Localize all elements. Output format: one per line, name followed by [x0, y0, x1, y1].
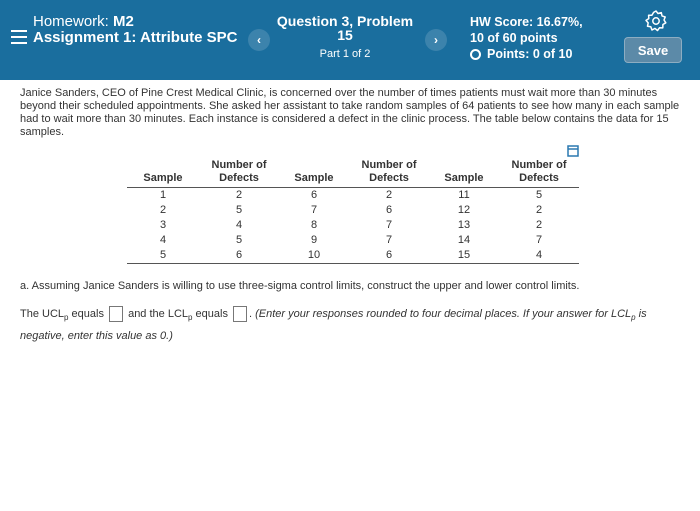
table-cell: 3 [159, 219, 167, 231]
table-cell: 5 [235, 234, 243, 246]
table-cell: 1 [159, 189, 167, 201]
table-cell: 4 [499, 248, 579, 264]
points-of-total: 10 of 60 points [470, 31, 558, 45]
lcl-label: and the LCL [125, 308, 189, 320]
table-cell: 11 [458, 189, 470, 201]
table-cell: 2 [159, 204, 167, 216]
table-row [127, 218, 579, 233]
table-cell: 8 [310, 219, 318, 231]
table-cell: 5 [127, 248, 199, 264]
table-cell: 9 [310, 234, 318, 246]
problem-text: Janice Sanders, CEO of Pine Crest Medical Clinic, is concerned over the number of times patients must wait more than 30 minutes beyond their scheduled appointments. She asked her assistant to take random samples of 64 patients to see how many in each sample had to wait more than 30 minutes. Each instance is considered a defect in the clinic process. The table below contains the data for 15 samples. [20, 87, 680, 138]
table-row [127, 188, 579, 204]
table-cell: 15 [429, 248, 499, 264]
score-info [470, 14, 620, 62]
assignment-name: Assignment 1: Attribute SPC [33, 29, 238, 46]
hamburger-icon[interactable] [11, 30, 27, 44]
circle-outline-icon [470, 49, 481, 60]
table-cell: 6 [349, 248, 429, 264]
note-text-end: is negative, enter this value as 0.) [20, 308, 647, 343]
table-cell: 12 [457, 204, 471, 216]
table-cell: 7 [385, 234, 393, 246]
ucl-subscript: p [64, 313, 69, 323]
table-cell: 5 [235, 204, 243, 216]
table-cell: 4 [159, 234, 167, 246]
table-cell: 5 [535, 189, 543, 201]
answer-line: The $UCL_p$ equals and the $LCL_p$ equals . (Enter your responses rounded to four decimal places. If your answer for $LCL_p$ is negative, enter this value as 0.) [20, 308, 647, 343]
gear-icon[interactable] [644, 9, 668, 33]
question-points [470, 46, 620, 62]
table-row [127, 203, 579, 218]
question-info [275, 14, 415, 60]
ucl-answer-input[interactable] [109, 306, 123, 322]
part-a-question: a. Assuming Janice Sanders is willing to use three-sigma control limits, construct the upper and lower control limits. [20, 280, 580, 292]
table-cell: 7 [310, 204, 318, 216]
table-cell: 6 [310, 189, 318, 201]
table-cell: 14 [457, 234, 471, 246]
question-part: Part 1 of 2 [319, 48, 371, 60]
table-cell: 7 [535, 234, 543, 246]
column-header: Number of Defects [199, 157, 279, 188]
question-title: Question 3, Problem 15 [276, 13, 414, 43]
defects-table [127, 157, 579, 264]
table-row [127, 248, 579, 264]
equals-text: equals [192, 308, 231, 320]
column-header: Number of Defects [349, 157, 429, 188]
homework-name: M2 [113, 13, 134, 30]
table-cell: 2 [535, 219, 543, 231]
table-cell: 4 [235, 219, 243, 231]
column-header: Number of Defects [499, 157, 579, 188]
points-label: Points: 0 of 10 [487, 47, 573, 61]
lcl-answer-input[interactable] [233, 306, 247, 322]
column-header: Sample [127, 157, 199, 188]
copy-table-icon[interactable] [566, 144, 580, 158]
column-header: Sample [429, 157, 499, 188]
hw-score: HW Score: 16.67%, [470, 15, 583, 29]
table-row [127, 233, 579, 248]
lcl-subscript: p [188, 313, 193, 323]
table-cell: 7 [385, 219, 393, 231]
ucl-label: The UCL [20, 308, 65, 320]
note-text: (Enter your responses rounded to four decimal places. If your answer for LCL [255, 308, 632, 320]
homework-title [33, 14, 248, 46]
table-cell: 13 [457, 219, 471, 231]
table-cell: 6 [199, 248, 279, 264]
next-question-button[interactable]: › [425, 29, 447, 51]
column-header: Sample [279, 157, 349, 188]
equals-text: equals [68, 308, 108, 320]
table-cell: 6 [385, 204, 393, 216]
table-cell: 2 [235, 189, 243, 201]
note-subscript: p [631, 313, 636, 323]
save-button[interactable]: Save [624, 37, 682, 63]
top-bar [0, 0, 700, 80]
table-header-row [127, 157, 579, 188]
homework-prefix: Homework: [33, 13, 109, 30]
table-cell: 2 [535, 204, 543, 216]
table-cell: 2 [385, 189, 393, 201]
previous-question-button[interactable]: ‹ [248, 29, 270, 51]
table-cell: 10 [279, 248, 349, 264]
